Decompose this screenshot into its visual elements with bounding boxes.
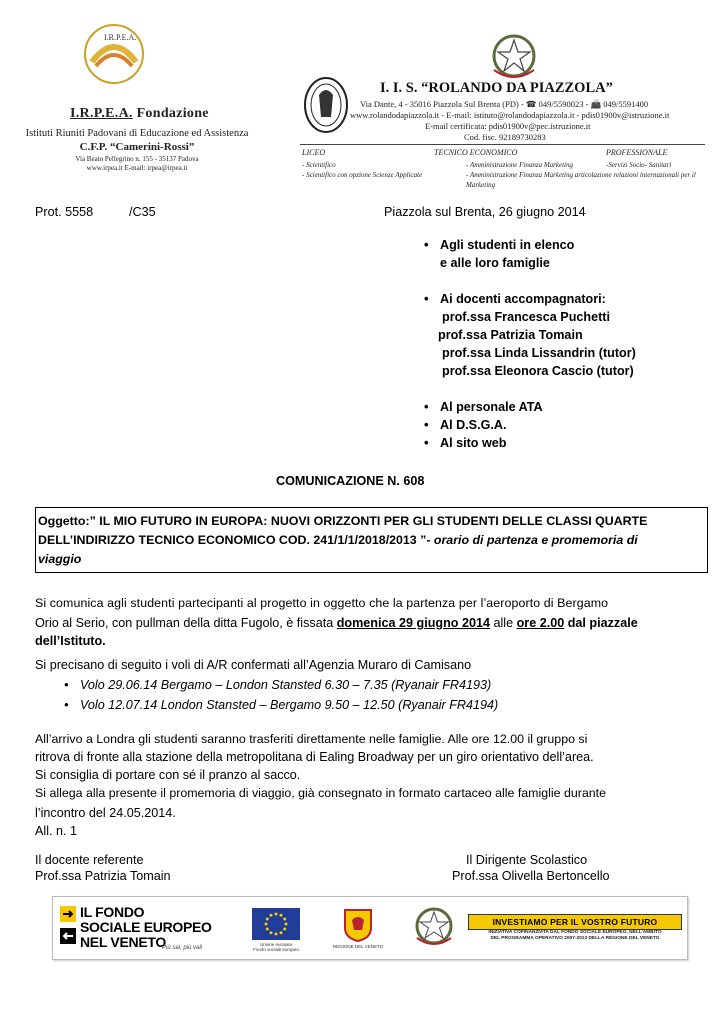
teacher-name: prof.ssa Linda Lissandrin (tutor) [442, 346, 636, 360]
arrow-left-icon [60, 928, 76, 944]
signature-role-left: Il docente referente [35, 853, 144, 867]
veneto-lion-icon [343, 908, 373, 942]
body-text: l’incontro del 24.05.2014. [35, 806, 176, 820]
subject-line: DELL’INDIRIZZO TECNICO ECONOMICO COD. 241/1/1/2018/2013 ”- orario di partenza e promemoria di [38, 533, 638, 547]
body-text: Si consiglia di portare con sé il pranzo al sacco. [35, 768, 301, 782]
school-logo [303, 75, 349, 135]
svg-text:I.R.P.E.A.: I.R.P.E.A. [104, 33, 137, 42]
body-text: Orio al Serio, con pullman della ditta Fugolo, è fissata domenica 29 giugno 2014 alle ore 2.00 dal piazzale [35, 616, 638, 630]
signature-name-left: Prof.ssa Patrizia Tomain [35, 869, 171, 883]
body-text: dell’Istituto. [35, 634, 106, 648]
school-address-line: Via Dante, 4 - 35016 Piazzola Sul Brenta (PD) - ☎ 049/5590023 - 📠 049/5591400 [360, 99, 649, 109]
arrow-right-icon [60, 906, 76, 922]
invest-title: INVESTIAMO PER IL VOSTRO FUTURO [492, 917, 658, 927]
invest-banner [468, 914, 682, 930]
tecnico-courses: - Amministrazione Finanza Marketing - Amministrazione Finanza Marketing articolazione relazioni internazionali per il Marketing [466, 161, 696, 189]
body-text: All’arrivo a Londra gli studenti saranno trasferiti direttamente nelle famiglie. Alle ore 12.00 il gruppo si [35, 732, 588, 746]
recipient-ata: • Al personale ATA [440, 398, 543, 416]
place-date: Piazzola sul Brenta, 26 giugno 2014 [384, 205, 586, 219]
veneto-caption: REGIONE DEL VENETO [332, 944, 384, 949]
recipient-students: • Agli studenti in elenco [440, 236, 574, 254]
irpea-logo [82, 22, 146, 86]
recipient-families: e alle loro famiglie [440, 256, 550, 270]
teacher-name: prof.ssa Patrizia Tomain [438, 328, 583, 342]
recipient-dsga: • Al D.S.G.A. [440, 416, 506, 434]
italian-republic-emblem-small [412, 904, 456, 948]
flight-item: • Volo 29.06.14 Bergamo – London Stansted 6.30 – 7.35 (Ryanair FR4193) [80, 676, 491, 694]
recipient-website: • Al sito web [440, 434, 506, 452]
signature-role-right: Il Dirigente Scolastico [466, 853, 588, 867]
invest-text: INIZIATIVA COFINANZIATA DAL FONDO SOCIALE EUROPEO, NELL’AMBITO DEL PROGRAMMA OPERATIVO 2007-2013 DELLA REGIONE DEL VENETO [488, 930, 662, 941]
recipient-teachers: • Ai docenti accompagnatori: [440, 290, 606, 308]
irpea-cfp: C.F.P. “Camerini-Rossi” [79, 141, 195, 153]
body-text: ritrova di fronte alla stazione della metropolitana di Ealing Broadway per un giro orientativo dell’area. [35, 750, 594, 764]
fse-logo-text: IL FONDO SOCIALE EUROPEO NEL VENETO [80, 904, 212, 950]
subject-line: Oggetto:” IL MIO FUTURO IN EUROPA: NUOVI ORIZZONTI PER GLI STUDENTI DELLE CLASSI QUARTE [38, 514, 648, 528]
header-divider [300, 144, 705, 145]
eu-caption: Unione europea Fondo sociale europeo [253, 942, 299, 952]
school-fiscal-code: Cod. fisc. 92189730283 [464, 132, 546, 142]
body-text: Si comunica agli studenti partecipanti al progetto in oggetto che la partenza per l’aeroporto di Bergamo [35, 596, 609, 610]
attachments-count: All. n. 1 [35, 824, 77, 838]
signature-name-right: Prof.ssa Olivella Bertoncello [452, 869, 610, 883]
irpea-subtitle: Istituti Riuniti Padovani di Educazione ed Assistenza [25, 128, 249, 139]
professionale-heading: PROFESSIONALE [606, 148, 668, 157]
teacher-name: prof.ssa Eleonora Cascio (tutor) [442, 364, 634, 378]
body-text: Si precisano di seguito i voli di A/R confermati all’Agenzia Muraro di Camisano [35, 658, 472, 672]
professionale-courses: -Servizi Socio- Sanitari [606, 161, 672, 169]
tecnico-heading: TECNICO ECONOMICO [434, 148, 518, 157]
school-name: I. I. S. “ROLANDO DA PIAZZOLA” [380, 80, 613, 96]
italian-republic-emblem [488, 30, 540, 82]
school-web-line: www.rolandodapiazzola.it - E-mail: istituto@rolandodapiazzola.it - pdis01900v@istruzione.it [350, 110, 670, 120]
body-text: Si allega alla presente il promemoria di viaggio, già consegnato in formato cartaceo alle famiglie durante [35, 786, 606, 800]
communication-number: COMUNICAZIONE N. 608 [276, 474, 425, 488]
eu-flag-icon [252, 908, 300, 940]
protocol-class: /C35 [129, 205, 156, 219]
liceo-heading: LICEO [302, 148, 326, 157]
school-pec-line: E-mail certificata: pdis01900v@pec.istruzione.it [425, 121, 591, 131]
fse-tagline: Più sai, più vali [162, 945, 203, 951]
flight-item: • Volo 12.07.14 London Stansted – Bergamo 9.50 – 12.50 (Ryanair FR4194) [80, 696, 498, 714]
liceo-courses: - Scientifico - Scientifico con opzione Scienze Applicate [302, 161, 423, 179]
subject-line: viaggio [38, 552, 82, 566]
protocol-number: Prot. 5558 [35, 205, 94, 219]
irpea-address: Via Beato Pellegrino n. 155 - 35137 Padova www.irpea.it E-mail: irpea@irpea.it [75, 155, 199, 172]
teacher-name: prof.ssa Francesca Puchetti [442, 310, 610, 324]
irpea-title: I.R.P.E.A. Fondazione [70, 106, 209, 121]
